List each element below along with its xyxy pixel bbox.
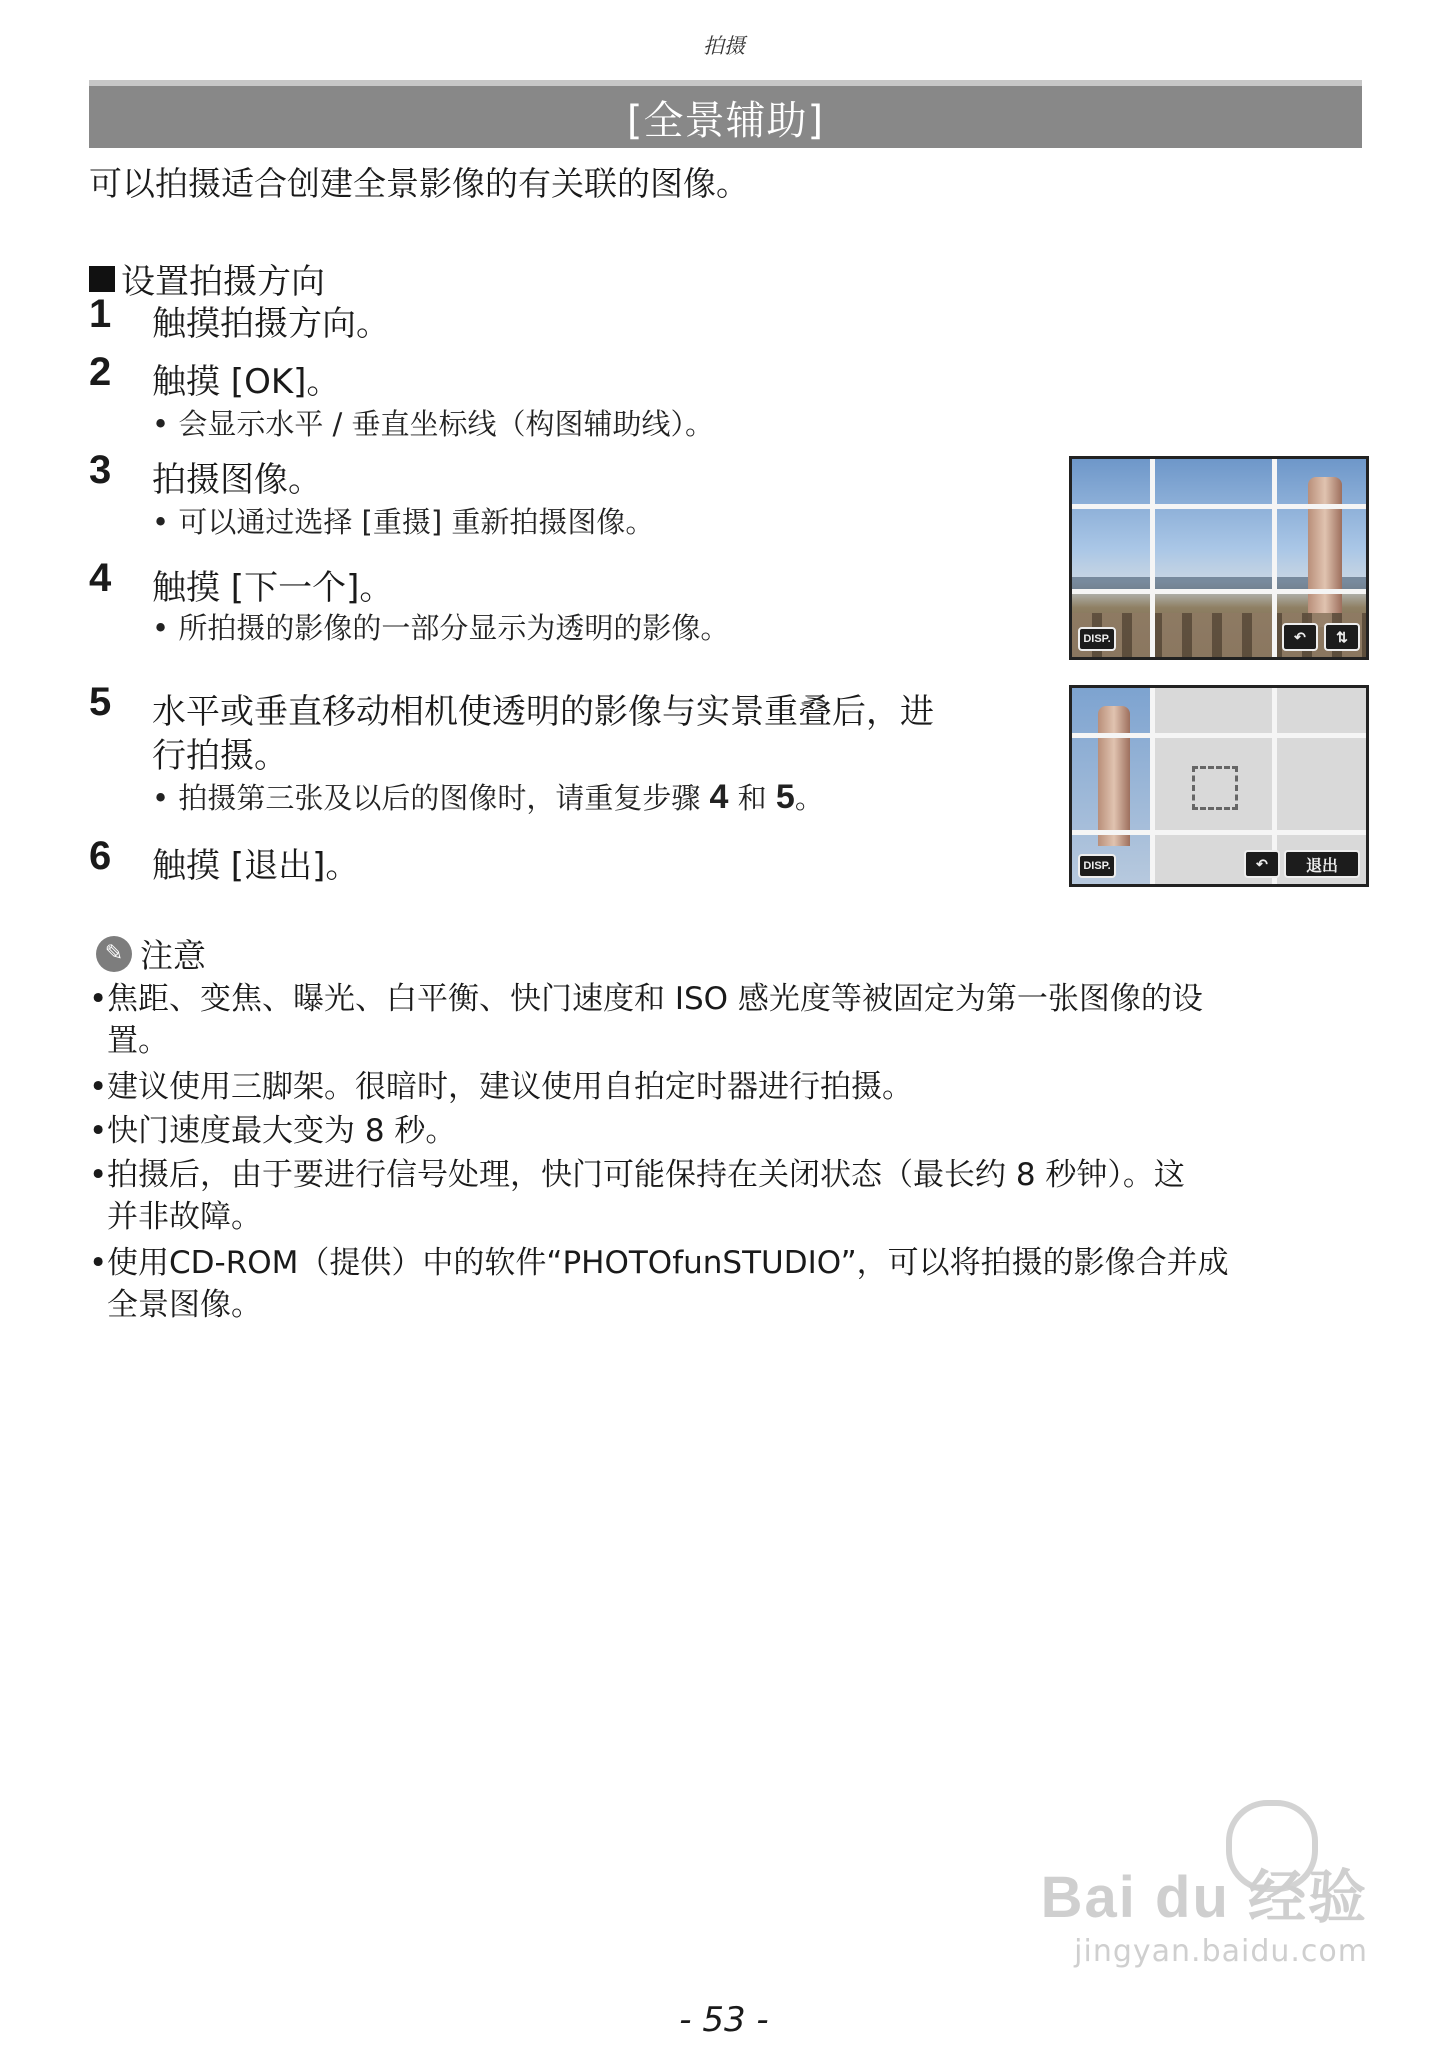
watermark [1041, 1850, 1368, 1969]
bullet: • [89, 1245, 108, 1281]
step-number: 6 [89, 834, 112, 878]
note-item [89, 978, 1369, 1062]
wall [1072, 613, 1366, 657]
step-text: 触摸 [OK]。 [152, 362, 341, 402]
subnote-text: 和 [728, 781, 776, 815]
tower [1098, 706, 1130, 846]
step-text-line1: 水平或垂直移动相机使透明的影像与实景重叠后，进 [152, 692, 934, 732]
step-number: 1 [89, 292, 112, 336]
direction-icon[interactable]: ⇅ [1324, 623, 1360, 651]
step-text: 触摸 [退出]。 [152, 846, 360, 886]
step-text: 拍摄图像。 [152, 460, 322, 500]
page-title-text: [全景辅助] [626, 97, 825, 144]
step-text: 触摸拍摄方向。 [152, 304, 390, 344]
note-text: 焦距、变焦、曝光、白平衡、快门速度和 ISO 感光度等被固定为第一张图像的设 [107, 981, 1203, 1017]
page-number: - 53 - [679, 2000, 769, 2040]
step-number: 3 [89, 448, 112, 492]
note-text: 拍摄后，由于要进行信号处理，快门可能保持在关闭状态（最长约 8 秒钟）。这 [107, 1157, 1185, 1193]
disp-button[interactable]: DISP. [1078, 854, 1116, 878]
camera-screen-with-grid [1069, 456, 1369, 660]
bullet: • [89, 1069, 108, 1105]
notes-title: 注意 [140, 936, 206, 975]
camera-screen-overlay [1069, 685, 1369, 887]
subnote-text: • 拍摄第三张及以后的图像时，请重复步骤 [152, 781, 710, 815]
grid-line [1072, 830, 1366, 835]
step-text: 触摸 [下一个]。 [152, 568, 394, 608]
bullet: • [89, 981, 108, 1017]
disp-button[interactable]: DISP. [1078, 627, 1116, 651]
note-text: 快门速度最大变为 8 秒。 [107, 1113, 457, 1149]
grid-line [1272, 459, 1277, 657]
step-ref: 5 [775, 778, 795, 816]
step-number: 2 [89, 350, 112, 394]
square-bullet-icon [89, 266, 115, 292]
grid-line [1072, 733, 1366, 738]
subheading-text: 设置拍摄方向 [121, 262, 325, 302]
subnote-text: 。 [794, 781, 824, 815]
step-ref: 4 [709, 778, 729, 816]
note-text: 使用CD-ROM（提供）中的软件“PHOTOfunSTUDIO”，可以将拍摄的影像合并成 [107, 1245, 1229, 1281]
note-item [89, 1110, 1369, 1152]
grid-line [1150, 459, 1155, 657]
bullet: • [89, 1157, 108, 1193]
notes-heading [96, 930, 206, 977]
watermark-url: jingyan.baidu.com [1074, 1934, 1368, 1969]
step-subnote: • 会显示水平 / 垂直坐标线（构图辅助线）。 [152, 407, 715, 441]
retake-icon[interactable]: ↶ [1244, 850, 1280, 878]
step-number: 4 [89, 556, 112, 600]
exit-button[interactable]: 退出 [1284, 850, 1360, 878]
step-subnote: • 所拍摄的影像的一部分显示为透明的影像。 [152, 611, 730, 645]
tower [1308, 477, 1342, 627]
focus-frame [1192, 766, 1238, 810]
bullet: • [89, 1113, 108, 1149]
step-text-line2: 行拍摄。 [152, 736, 288, 776]
note-item [89, 1066, 1369, 1108]
section-header: 拍摄 [703, 34, 745, 58]
intro-text: 可以拍摄适合创建全景影像的有关联的图像。 [89, 164, 749, 203]
page-title [89, 80, 1362, 148]
watermark-main: Bai du 经验 [1040, 1865, 1368, 1930]
retake-icon[interactable]: ↶ [1282, 623, 1318, 651]
note-text-cont: 并非故障。 [107, 1199, 262, 1235]
pencil-icon: ✎ [96, 936, 132, 972]
step-number: 5 [89, 680, 112, 724]
grid-line [1072, 504, 1366, 509]
note-text-cont: 全景图像。 [107, 1287, 262, 1323]
note-item [89, 1242, 1369, 1326]
grid-line [1072, 589, 1366, 594]
note-text-cont: 置。 [107, 1023, 169, 1059]
step-subnote: • 可以通过选择 [重摄] 重新拍摄图像。 [152, 505, 655, 539]
note-item [89, 1154, 1369, 1238]
note-text: 建议使用三脚架。很暗时，建议使用自拍定时器进行拍摄。 [107, 1069, 913, 1105]
step-subnote [152, 776, 824, 817]
grid-line [1150, 688, 1155, 884]
